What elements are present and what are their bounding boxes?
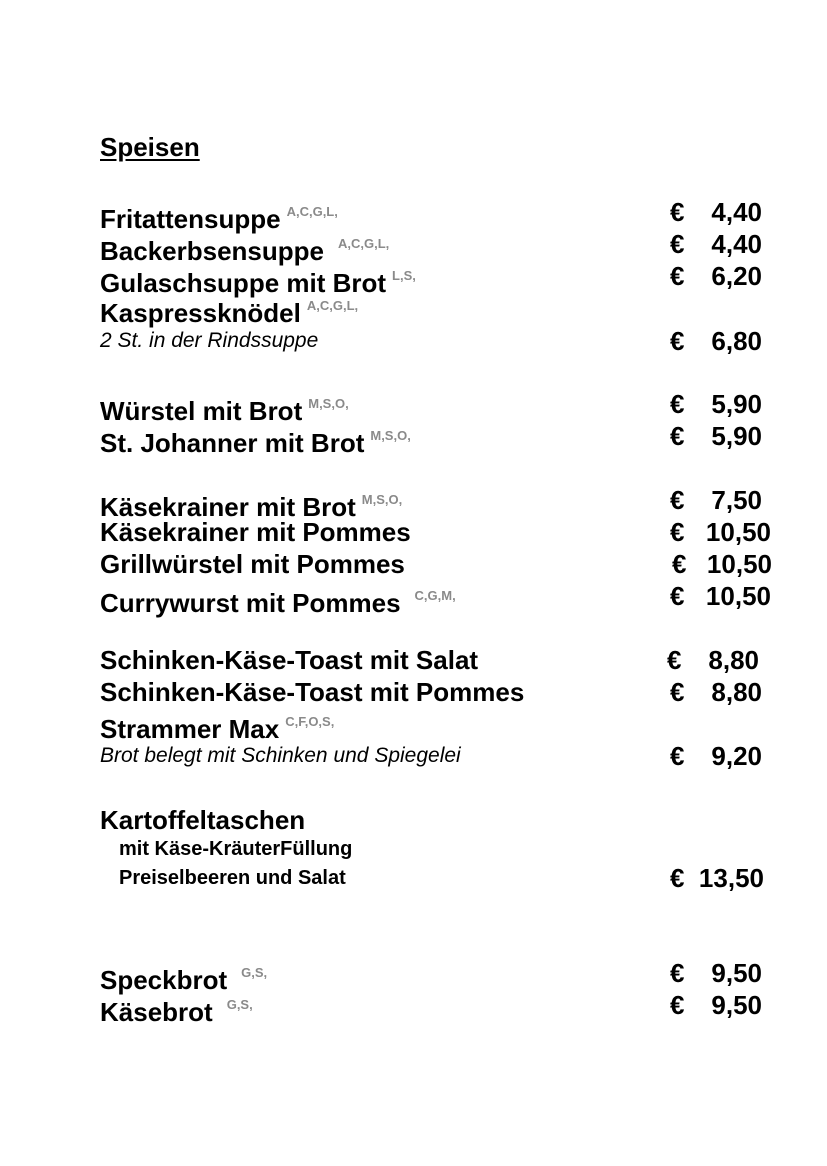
currency-symbol: € <box>670 581 685 611</box>
menu-item-name <box>100 644 478 676</box>
menu-item-price: 8,80 <box>708 645 759 675</box>
menu-item-label: Käsekrainer mit Brot <box>100 492 356 522</box>
allergen-codes: A,C,G,L, <box>286 204 338 219</box>
menu-item-label: Gulaschsuppe mit Brot <box>100 268 387 298</box>
menu-item-price: 5,90 <box>711 421 762 451</box>
menu-item-price: 6,20 <box>711 261 762 291</box>
menu-item-price: 7,50 <box>711 485 762 515</box>
menu-item-label: St. Johanner mit Brot <box>100 428 365 458</box>
allergen-codes: C,F,O,S, <box>285 714 335 729</box>
menu-item-name <box>100 516 411 548</box>
menu-item-description: Brot belegt mit Schinken und Spiegelei <box>100 744 461 767</box>
menu-item-subline: Preiselbeeren und Salat <box>119 867 346 889</box>
menu-item-subline: mit Käse-KräuterFüllung <box>119 838 353 860</box>
menu-item-name <box>100 290 358 329</box>
menu-item-name <box>100 804 305 836</box>
currency-symbol: € <box>670 389 685 419</box>
menu-item-label: Kaspressknödel <box>100 298 301 328</box>
currency-symbol: € <box>670 517 685 547</box>
menu-item-price: 9,20 <box>711 741 762 771</box>
menu-item-price: 13,50 <box>698 863 764 893</box>
menu-item-price: 4,40 <box>711 197 762 227</box>
currency-symbol: € <box>670 958 685 988</box>
currency-symbol: € <box>667 645 682 675</box>
menu-item-label: Käsebrot <box>100 997 213 1027</box>
menu-item-label: Würstel mit Brot <box>100 396 303 426</box>
menu-item-price: 8,80 <box>711 677 762 707</box>
menu-item-price: 4,40 <box>711 229 762 259</box>
menu-item-label: Speckbrot <box>100 965 228 995</box>
allergen-codes: C,G,M, <box>414 588 456 603</box>
menu-item-price: 10,50 <box>706 549 772 579</box>
currency-symbol: € <box>670 485 685 515</box>
allergen-codes: L,S, <box>392 268 416 283</box>
menu-item-price: 10,50 <box>705 517 771 547</box>
currency-symbol: € <box>670 421 685 451</box>
menu-item-label: Currywurst mit Pommes <box>100 588 401 618</box>
menu-item-label: Käsekrainer mit Pommes <box>100 517 411 547</box>
menu-item-name <box>100 676 524 708</box>
currency-symbol: € <box>670 326 685 356</box>
menu-item-label: Strammer Max <box>100 714 280 744</box>
menu-item-label: Fritattensuppe <box>100 204 281 234</box>
allergen-codes: G,S, <box>226 997 253 1012</box>
currency-symbol: € <box>670 261 685 291</box>
menu-item-label: Backerbsensuppe <box>100 236 324 266</box>
menu-item-name <box>100 989 253 1028</box>
menu-item-description: 2 St. in der Rindssuppe <box>100 329 319 352</box>
menu-item-price: 5,90 <box>711 389 762 419</box>
menu-item-price: 10,50 <box>705 581 771 611</box>
allergen-codes: M,S,O, <box>370 428 411 443</box>
allergen-codes: G,S, <box>241 965 268 980</box>
menu-item-price: 9,50 <box>711 990 762 1020</box>
currency-symbol: € <box>670 229 685 259</box>
menu-item-label: Schinken-Käse-Toast mit Salat <box>100 645 479 675</box>
currency-symbol: € <box>672 549 687 579</box>
currency-symbol: € <box>670 677 685 707</box>
menu-item-label: Schinken-Käse-Toast mit Pommes <box>100 677 525 707</box>
menu-item-label: Kartoffeltaschen <box>100 805 306 835</box>
menu-item-name <box>100 548 405 580</box>
currency-symbol: € <box>670 197 685 227</box>
allergen-codes: A,C,G,L, <box>306 298 359 313</box>
allergen-codes: A,C,G,L, <box>337 236 390 251</box>
allergen-codes: M,S,O, <box>361 492 403 507</box>
menu-item-label: Grillwürstel mit Pommes <box>100 549 405 579</box>
menu-item-price: 6,80 <box>711 326 762 356</box>
menu-item-name <box>100 580 456 619</box>
allergen-codes: M,S,O, <box>308 396 349 411</box>
menu-heading: Speisen <box>100 132 200 162</box>
currency-symbol: € <box>670 741 685 771</box>
menu-item-price: 9,50 <box>711 958 762 988</box>
currency-symbol: € <box>670 863 685 893</box>
menu-item-name <box>100 420 411 459</box>
currency-symbol: € <box>670 990 685 1020</box>
